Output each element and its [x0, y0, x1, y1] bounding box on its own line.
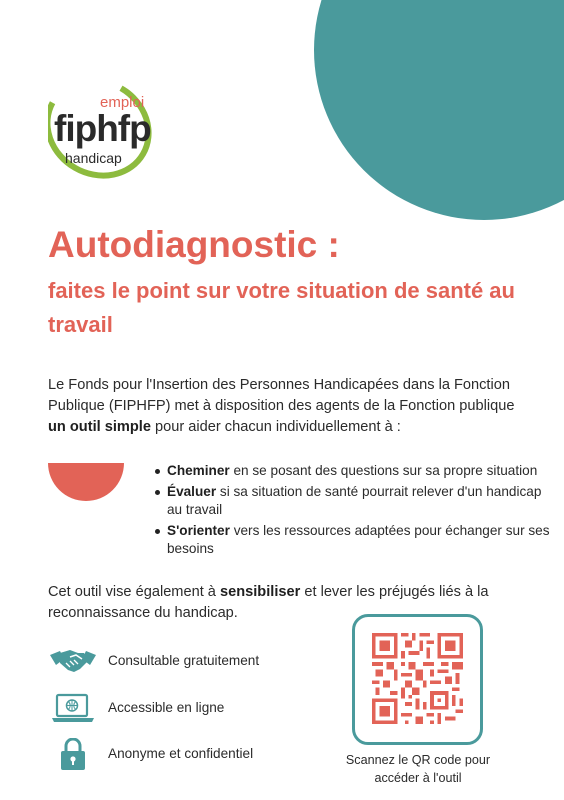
intro-bold-1: un	[48, 419, 70, 435]
logo-brand-text: fiphfp	[54, 108, 151, 149]
list-item	[153, 483, 553, 520]
feature-label: Consultable gratuitement	[108, 653, 260, 668]
awareness-bold: sensibiliser	[219, 584, 301, 600]
qr-code-frame[interactable]	[352, 614, 483, 745]
qr-caption: Scannez le QR code pour accéder à l'outil	[345, 753, 491, 785]
list-item-keyword: S'orienter	[167, 522, 230, 538]
list-item-text: en se posant des questions sur sa propre situation	[229, 463, 538, 478]
list-item-keyword: Évaluer	[167, 483, 217, 499]
qr-code-icon[interactable]	[372, 633, 463, 724]
fiphfp-logo	[48, 70, 158, 185]
list-item	[153, 462, 553, 481]
feature-label: Accessible en ligne	[108, 700, 225, 715]
handshake-icon	[48, 645, 98, 677]
decorative-half-disc	[48, 463, 124, 501]
logo-handicap-text: handicap	[65, 150, 122, 166]
intro-paragraph	[48, 375, 528, 438]
feature-free	[48, 645, 338, 677]
page-title: Autodiagnostic :	[48, 224, 340, 265]
objectives-list	[153, 462, 553, 561]
intro-bold-outil-simple: outil simple	[69, 419, 151, 435]
decorative-teal-circle	[314, 0, 564, 220]
intro-text-1: Le Fonds pour l'Insertion des Personnes Handicapées dans la Fonction Publique (FIPHFP) met à disposition des agents de la Fonction publique	[48, 377, 515, 414]
laptop-icon	[48, 692, 98, 724]
awareness-text-1: Cet outil vise également à	[48, 584, 220, 600]
logo-emploi-text: emploi	[100, 94, 145, 111]
page-subtitle: faites le point sur votre situation de santé au travail	[48, 278, 515, 337]
feature-online	[48, 692, 338, 724]
lock-icon	[48, 738, 98, 770]
list-item-text: si sa situation de santé pourrait relever d'un handicap au travail	[167, 483, 542, 517]
list-item	[153, 522, 553, 559]
list-item-keyword: Cheminer	[167, 463, 230, 478]
awareness-text-2: et lever les préjugés liés à la reconnaissance du handicap.	[48, 584, 489, 621]
feature-anonymous	[48, 738, 338, 770]
feature-label: Anonyme et confidentiel	[108, 746, 254, 761]
list-item-text: vers les ressources adaptées pour échanger sur ses besoins	[167, 522, 550, 556]
intro-text-2: pour aider chacun individuellement à :	[150, 419, 401, 435]
